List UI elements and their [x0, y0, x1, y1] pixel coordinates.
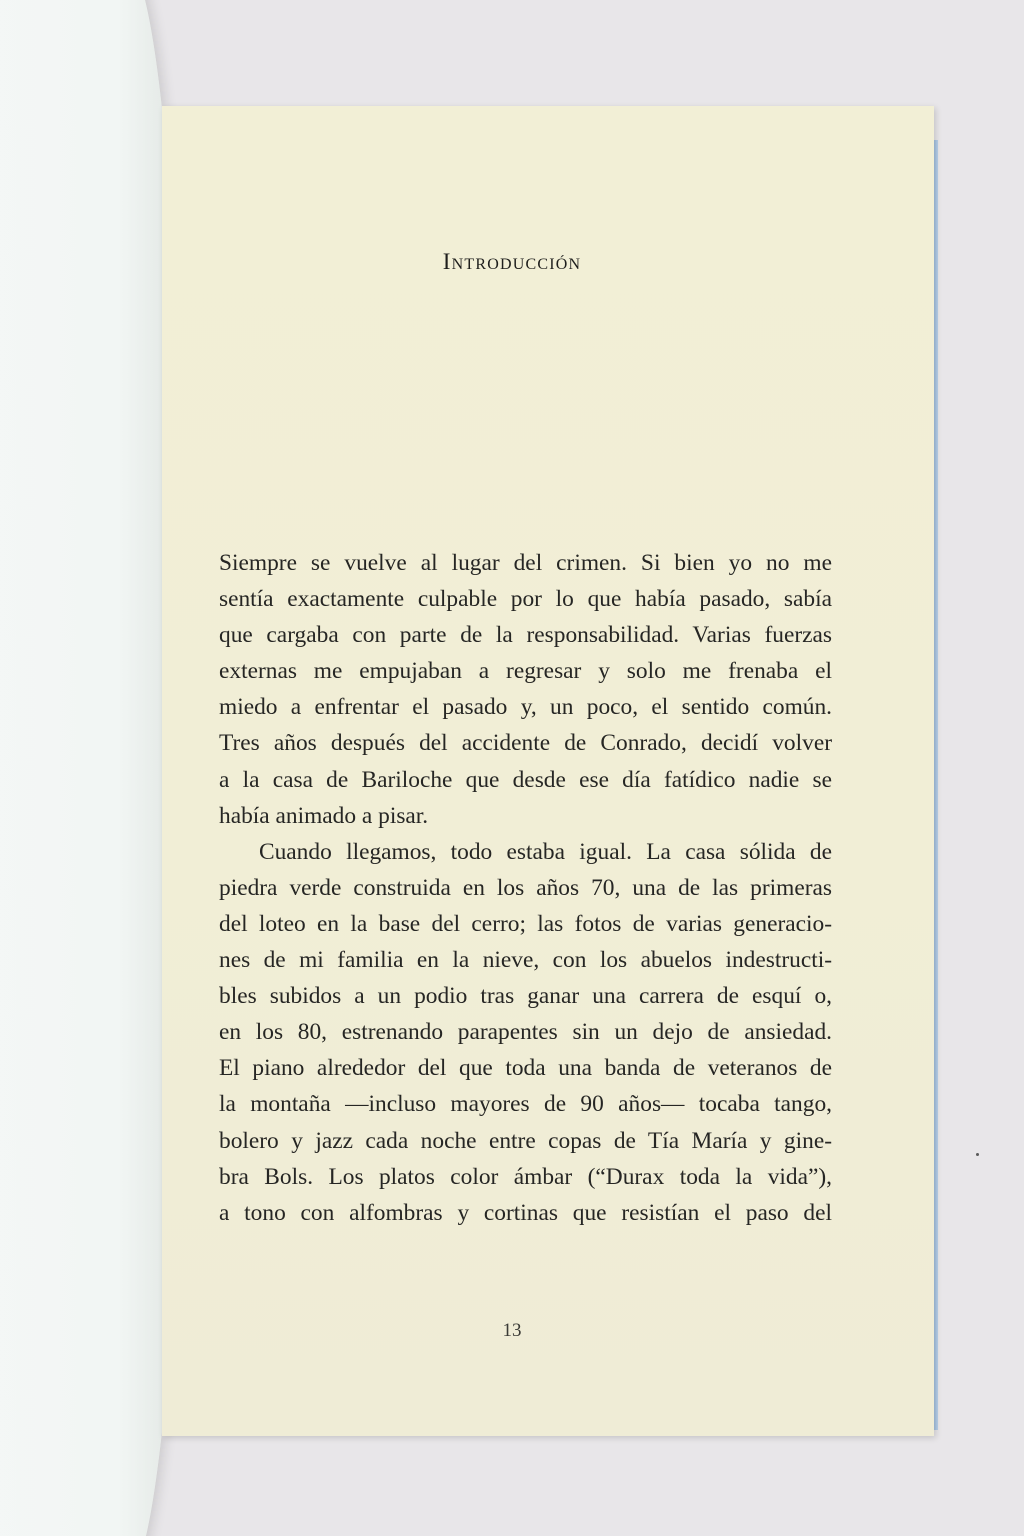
- body-text: [219, 545, 832, 1231]
- text-line: a la casa de Bariloche que desde ese día fatídico nadie se: [219, 766, 832, 793]
- text-line: bra Bols. Los platos color ámbar (“Durax toda la vida”),: [219, 1163, 832, 1190]
- text-line: en los 80, estrenando parapentes sin un dejo de ansiedad.: [219, 1019, 832, 1046]
- text-line: externas me empujaban a regresar y solo me frenaba el: [219, 658, 832, 685]
- text-line: a tono con alfombras y cortinas que resistían el paso del: [219, 1199, 832, 1226]
- text-line: nes de mi familia en la nieve, con los abuelos indestructi-: [219, 947, 832, 974]
- chapter-title: Introducción: [442, 249, 582, 274]
- text-line: había animado a pisar.: [219, 802, 429, 829]
- paragraph-2: [219, 834, 832, 1231]
- paragraph-1: [219, 545, 832, 834]
- text-line: Tres años después del accidente de Conrado, decidí volver: [219, 730, 832, 757]
- text-line: la montaña —incluso mayores de 90 años— tocaba tango,: [219, 1091, 832, 1118]
- text-line: piedra verde construida en los años 70, una de las primeras: [219, 874, 832, 901]
- text-line: del loteo en la base del cerro; las fotos de varias generacio-: [219, 910, 832, 937]
- text-line: sentía exactamente culpable por lo que había pasado, sabía: [219, 586, 832, 613]
- text-line: miedo a enfrentar el pasado y, un poco, el sentido común.: [219, 694, 832, 721]
- text-line: El piano alrededor del que toda una banda de veteranos de: [219, 1055, 832, 1082]
- text-line: bles subidos a un podio tras ganar una carrera de esquí o,: [219, 983, 832, 1010]
- text-line: Cuando llegamos, todo estaba igual. La casa sólida de: [259, 838, 832, 865]
- page-number: 13: [502, 1320, 522, 1341]
- text-line: bolero y jazz cada noche entre copas de Tía María y gine-: [219, 1127, 832, 1154]
- left-page: [0, 0, 185, 1536]
- text-line: Siempre se vuelve al lugar del crimen. Si bien yo no me: [219, 550, 832, 576]
- text-line: que cargaba con parte de la responsabilidad. Varias fuerzas: [219, 622, 832, 649]
- speck: [976, 1153, 979, 1156]
